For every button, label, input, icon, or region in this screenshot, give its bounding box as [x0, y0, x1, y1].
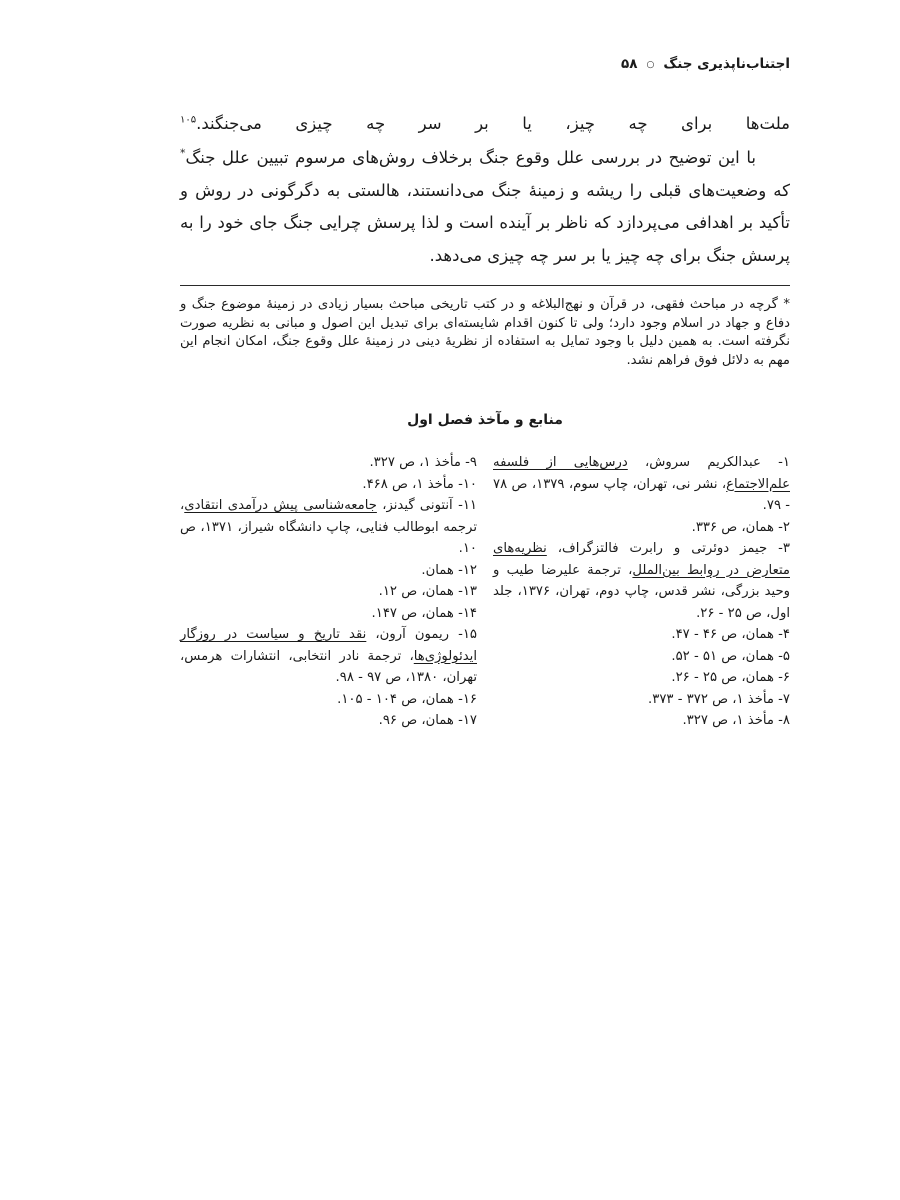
reference-number: ۴- — [773, 627, 790, 642]
reference-number: ۵- — [773, 648, 790, 664]
reference-text: همان، ص ۳۳۶. — [691, 519, 774, 535]
reference-text: ، ترجمه ابوطالب فنایی، چاپ دانشگاه شیراز، ۱۳۷۱، ص ۱۰. — [180, 498, 477, 556]
footnote-divider — [180, 285, 790, 286]
reference-number: ۷- — [773, 691, 790, 707]
reference-number: ۱۵- — [449, 627, 478, 642]
reference-text: ریمون آرون، — [366, 627, 449, 642]
reference-item — [180, 624, 477, 689]
paragraph-main-text: با این توضیح در بررسی علل وقوع جنگ برخلاف روش‌های مرسوم تبیین علل جنگ — [185, 148, 756, 167]
reference-item — [180, 474, 477, 496]
reference-item — [493, 624, 790, 646]
reference-text: آنتونی گیدنز، — [376, 498, 453, 513]
reference-item — [493, 452, 790, 517]
reference-text: همان، ص ۴۶ - ۴۷. — [671, 627, 774, 642]
endnote-ref-number: ۱۰۵ — [180, 114, 197, 126]
reference-number: ۱- — [760, 455, 790, 470]
reference-book-title: جامعه‌شناسی پیش درآمدی انتقادی — [184, 498, 377, 513]
reference-number: ۱۴- — [453, 605, 477, 621]
reference-text: ، ترجمة نادر انتخابی، انتشارات هرمس، تهران، ۱۳۸۰، ص ۹۷ - ۹۸. — [180, 648, 477, 685]
reference-item — [493, 689, 790, 711]
reference-item — [493, 646, 790, 668]
reference-item — [180, 581, 477, 603]
reference-text: مأخذ ۱، ص ۳۲۷. — [682, 713, 774, 728]
page-number: ۵۸ — [621, 56, 638, 72]
reference-item — [180, 710, 477, 732]
references-heading: منابع و مآخذ فصل اول — [407, 412, 563, 428]
reference-item — [180, 603, 477, 625]
paragraph-main — [180, 142, 790, 272]
reference-item — [493, 517, 790, 539]
reference-text: همان، ص ۲۵ - ۲۶. — [671, 670, 774, 685]
reference-number: ۱۷- — [453, 713, 477, 728]
reference-item — [180, 560, 477, 582]
reference-text: ، ترجمة علیرضا طیب و وحید بزرگی، نشر قدس، چاپ دوم، تهران، ۱۳۷۶، جلد اول، ص ۲۵ - ۲۶. — [493, 562, 790, 621]
header-circle-icon: ○ — [646, 60, 655, 70]
reference-item — [180, 452, 477, 474]
paragraph-continuation — [180, 108, 790, 140]
reference-text: مأخذ ۱، ص ۳۲۷. — [369, 455, 461, 470]
reference-book-title: درس‌هایی از فلسفه علم‌الاجتماع — [493, 455, 790, 492]
reference-number: ۱۳- — [453, 584, 477, 599]
reference-text: همان، ص ۱۲. — [378, 584, 454, 599]
reference-number: ۶- — [773, 670, 790, 685]
running-header-title: اجتناب‌ناپذیری جنگ — [663, 56, 790, 72]
reference-item — [493, 710, 790, 732]
running-header — [180, 56, 790, 72]
reference-item — [180, 689, 477, 711]
reference-number: ۱۰- — [453, 476, 477, 492]
footnote-text: گرچه در مباحث فقهی، در قرآن و نهج‌البلاغه و در کتب تاریخی مباحث بسیار زیادی در زمینهٔ موضوع جنگ و دفاع و جهاد در اسلام وجود دارد؛ ولی تا کنون اقدام شایسته‌ای برای تبدیل این اصول و مبانی به نظریه صورت نگرفته است. به همین دلیل با وجود تمایل به استفاده از نظریهٔ دینی در زمینهٔ علل وقوع جنگ، امکان انجام این مهم به دلائل فوق فراهم نشد. — [180, 297, 790, 368]
reference-book-title: نظریه‌های متعارض در روابط بین‌الملل — [493, 541, 790, 578]
reference-item — [180, 495, 477, 560]
footnote-star-ref: * — [180, 146, 186, 160]
reference-item — [493, 538, 790, 624]
reference-text: همان، ص ۱۴۷. — [371, 605, 454, 621]
reference-text: مأخذ ۱، ص ۳۷۲ - ۳۷۳. — [648, 691, 774, 707]
reference-number: ۹- — [460, 455, 477, 470]
reference-text: همان. — [421, 562, 454, 578]
footnote — [180, 296, 790, 370]
reference-number: ۱۲- — [453, 562, 477, 578]
reference-text: ، نشر نی، تهران، چاپ سوم، ۱۳۷۹، ص ۷۸ - ۷۹. — [493, 476, 790, 513]
reference-text: جیمز دوئرتی و رابرت فالتزگراف، — [546, 541, 768, 556]
reference-number: ۱۶- — [453, 691, 477, 707]
reference-text: عبدالکریم سروش، — [627, 455, 761, 470]
reference-number: ۸- — [773, 713, 790, 728]
paragraph-continuation-text: ملت‌ها برای چه چیز، یا بر سر چه چیزی می‌جنگند. — [196, 114, 790, 133]
body-text — [180, 108, 790, 272]
footnote-marker: * — [783, 297, 790, 312]
reference-text: همان، ص ۹۶. — [378, 713, 454, 728]
references-column-right — [493, 452, 790, 732]
references-section — [180, 452, 790, 732]
reference-number: ۳- — [767, 541, 790, 556]
reference-text: مأخذ ۱، ص ۴۶۸. — [362, 476, 454, 492]
reference-text: همان، ص ۱۰۴ - ۱۰۵. — [337, 691, 454, 707]
references-column-left — [180, 452, 477, 732]
reference-number: ۱۱- — [452, 498, 477, 513]
reference-number: ۲- — [773, 519, 790, 535]
reference-item — [493, 667, 790, 689]
reference-text: همان، ص ۵۱ - ۵۲. — [671, 648, 774, 664]
paragraph-main-text-cont: که وضعیت‌های قبلی را ریشه و زمینهٔ جنگ می‌دانستند، هالستی به دگرگونی در روش و تأکید بر اهدافی می‌پردازد که ناظر بر آینده است و لذا پرسش چرایی جنگ جای خود را به پرسش جنگ برای چه چیز یا بر سر چه چیزی می‌دهد. — [180, 180, 790, 265]
reference-book-title: نقد تاریخ و سیاست در روزگار ایدئولوژی‌ها — [180, 627, 477, 664]
